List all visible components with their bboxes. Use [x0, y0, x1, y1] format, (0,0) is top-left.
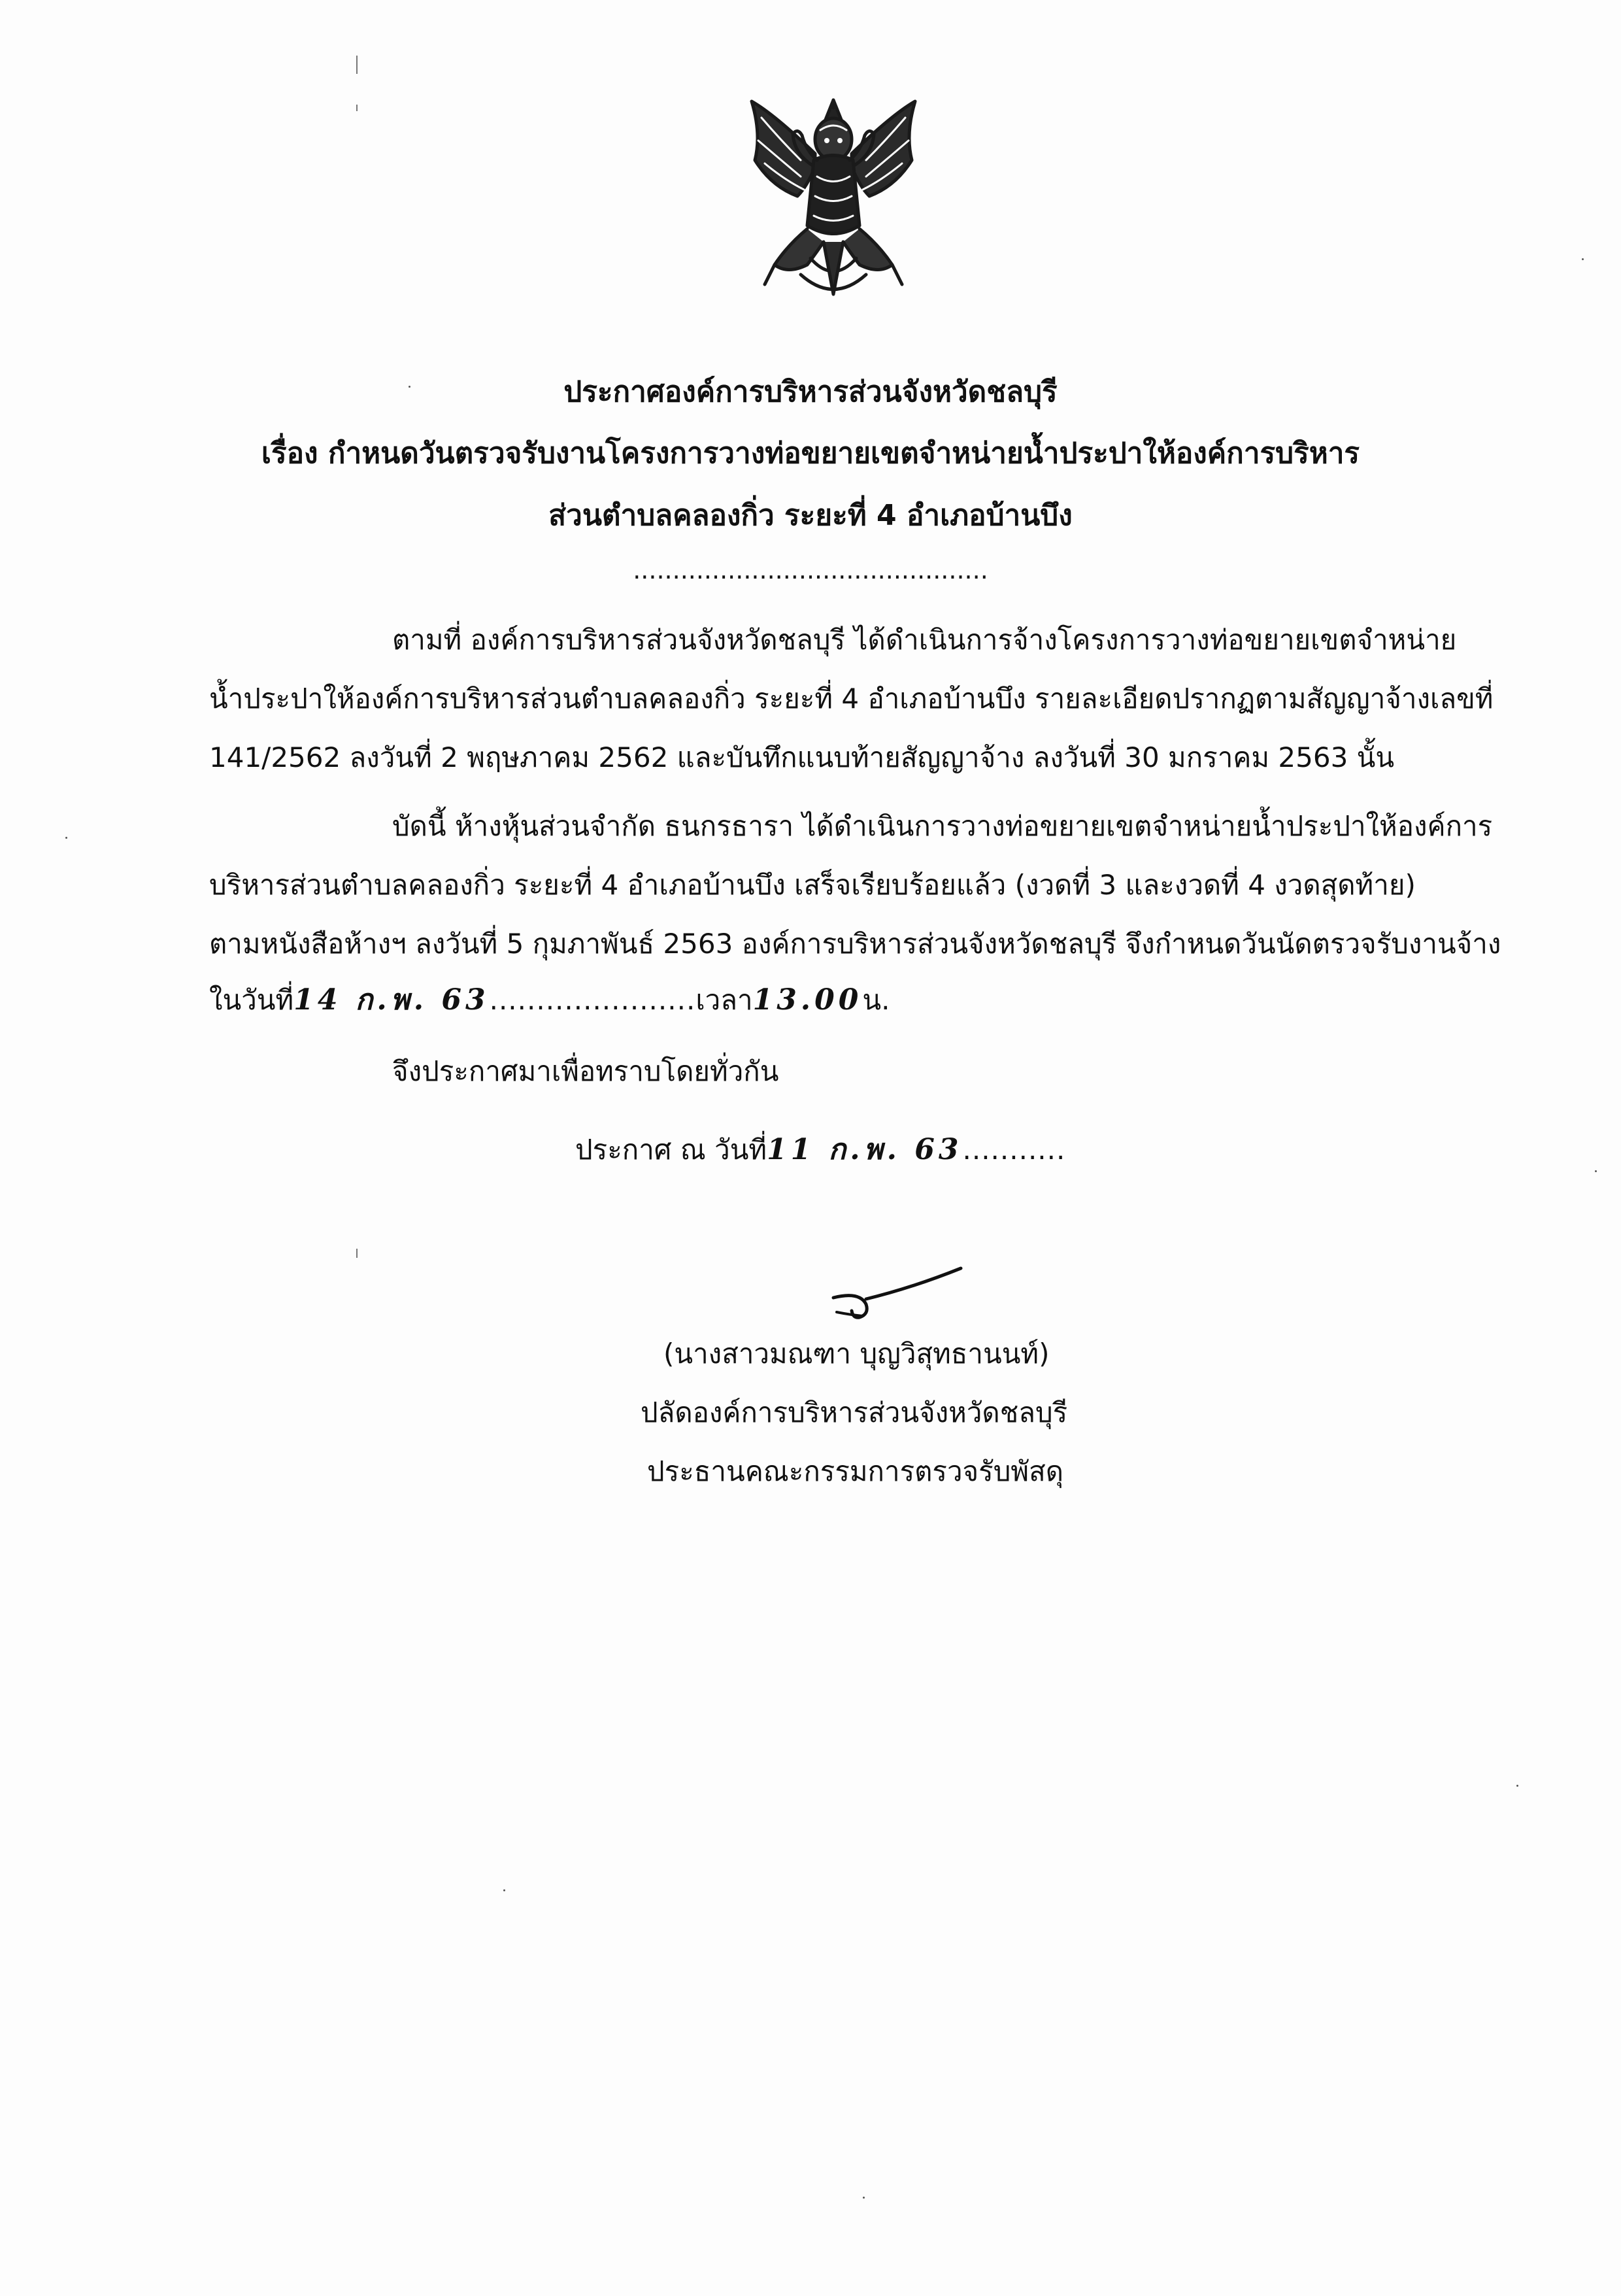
date-label: ในวันที่ [209, 984, 294, 1016]
closing-statement: จึงประกาศมาเพื่อทราบโดยทั่วกัน [392, 1055, 779, 1087]
inspection-date-line [209, 983, 890, 1017]
scan-speck [1516, 1785, 1518, 1787]
announce-label: ประกาศ ณ วันที่ [575, 1134, 767, 1166]
subject-line: เรื่อง กำหนดวันตรวจรับงานโครงการวางท่อขยายเขตจำหน่ายน้ำประปาให้องค์การบริหาร [261, 437, 1360, 470]
scan-speck [863, 2197, 865, 2199]
scan-speck [1595, 1170, 1597, 1172]
paragraph-1-line-2: น้ำประปาให้องค์การบริหารส่วนตำบลคลองกิ่ว ระยะที่ 4 อำเภอบ้านบึง รายละเอียดปรากฏตามสัญญาจ้างเลขที่ [209, 683, 1494, 715]
garuda-emblem-icon [735, 88, 931, 311]
paragraph-2-line-3: ตามหนังสือห้างฯ ลงวันที่ 5 กุมภาพันธ์ 2563 องค์การบริหารส่วนจังหวัดชลบุรี จึงกำหนดวันนัดตรวจรับงานจ้าง [209, 928, 1501, 960]
scan-speck [409, 386, 410, 388]
announcement-date-handwritten: 11 ก.พ. 63 [767, 1133, 963, 1166]
subject-line-continued: ส่วนตำบลคลองกิ่ว ระยะที่ 4 อำเภอบ้านบึง [548, 499, 1073, 532]
scan-speck [1582, 258, 1584, 260]
time-label: เวลา [695, 984, 753, 1016]
signatory-position: ปลัดองค์การบริหารส่วนจังหวัดชลบุรี [641, 1396, 1068, 1428]
scan-speck [503, 1889, 505, 1891]
paragraph-2-line-2: บริหารส่วนตำบลคลองกิ่ว ระยะที่ 4 อำเภอบ้านบึง เสร็จเรียบร้อยแล้ว (งวดที่ 3 และงวดที่ 4 งวดสุดท้าย) [209, 869, 1416, 901]
announce-dots: ........... [962, 1134, 1066, 1166]
title-separator: ............................................. [633, 556, 988, 584]
signatory-name: (นางสาวมณฑา บุญวิสุทธานนท์) [663, 1338, 1050, 1370]
inspection-date-handwritten: 14 ก.พ. 63 [293, 983, 490, 1017]
inspection-time-handwritten: 13.00 [752, 983, 863, 1017]
announcement-title: ประกาศองค์การบริหารส่วนจังหวัดชลบุรี [563, 375, 1058, 409]
signatory-committee-role: ประธานคณะกรรมการตรวจรับพัสดุ [647, 1455, 1063, 1487]
scan-speck [65, 837, 67, 839]
paragraph-1-line-1: ตามที่ องค์การบริหารส่วนจังหวัดชลบุรี ได้ดำเนินการจ้างโครงการวางท่อขยายเขตจำหน่าย [392, 624, 1457, 656]
scan-mark [356, 1249, 358, 1258]
scan-mark [356, 56, 358, 74]
announcement-date-line [575, 1133, 1066, 1166]
paragraph-2-line-1: บัดนี้ ห้างหุ้นส่วนจำกัด ธนกรธารา ได้ดำเนินการวางท่อขยายเขตจำหน่ายน้ำประปาให้องค์การ [392, 810, 1493, 842]
time-suffix: น. [862, 984, 890, 1016]
scan-mark [356, 105, 358, 111]
paragraph-1-line-3: 141/2562 ลงวันที่ 2 พฤษภาคม 2562 และบันทึกแนบท้ายสัญญาจ้าง ลงวันที่ 30 มกราคม 2563 นั้น [209, 741, 1395, 773]
date-dots: ...................... [489, 984, 696, 1016]
signature-mark [820, 1252, 977, 1324]
